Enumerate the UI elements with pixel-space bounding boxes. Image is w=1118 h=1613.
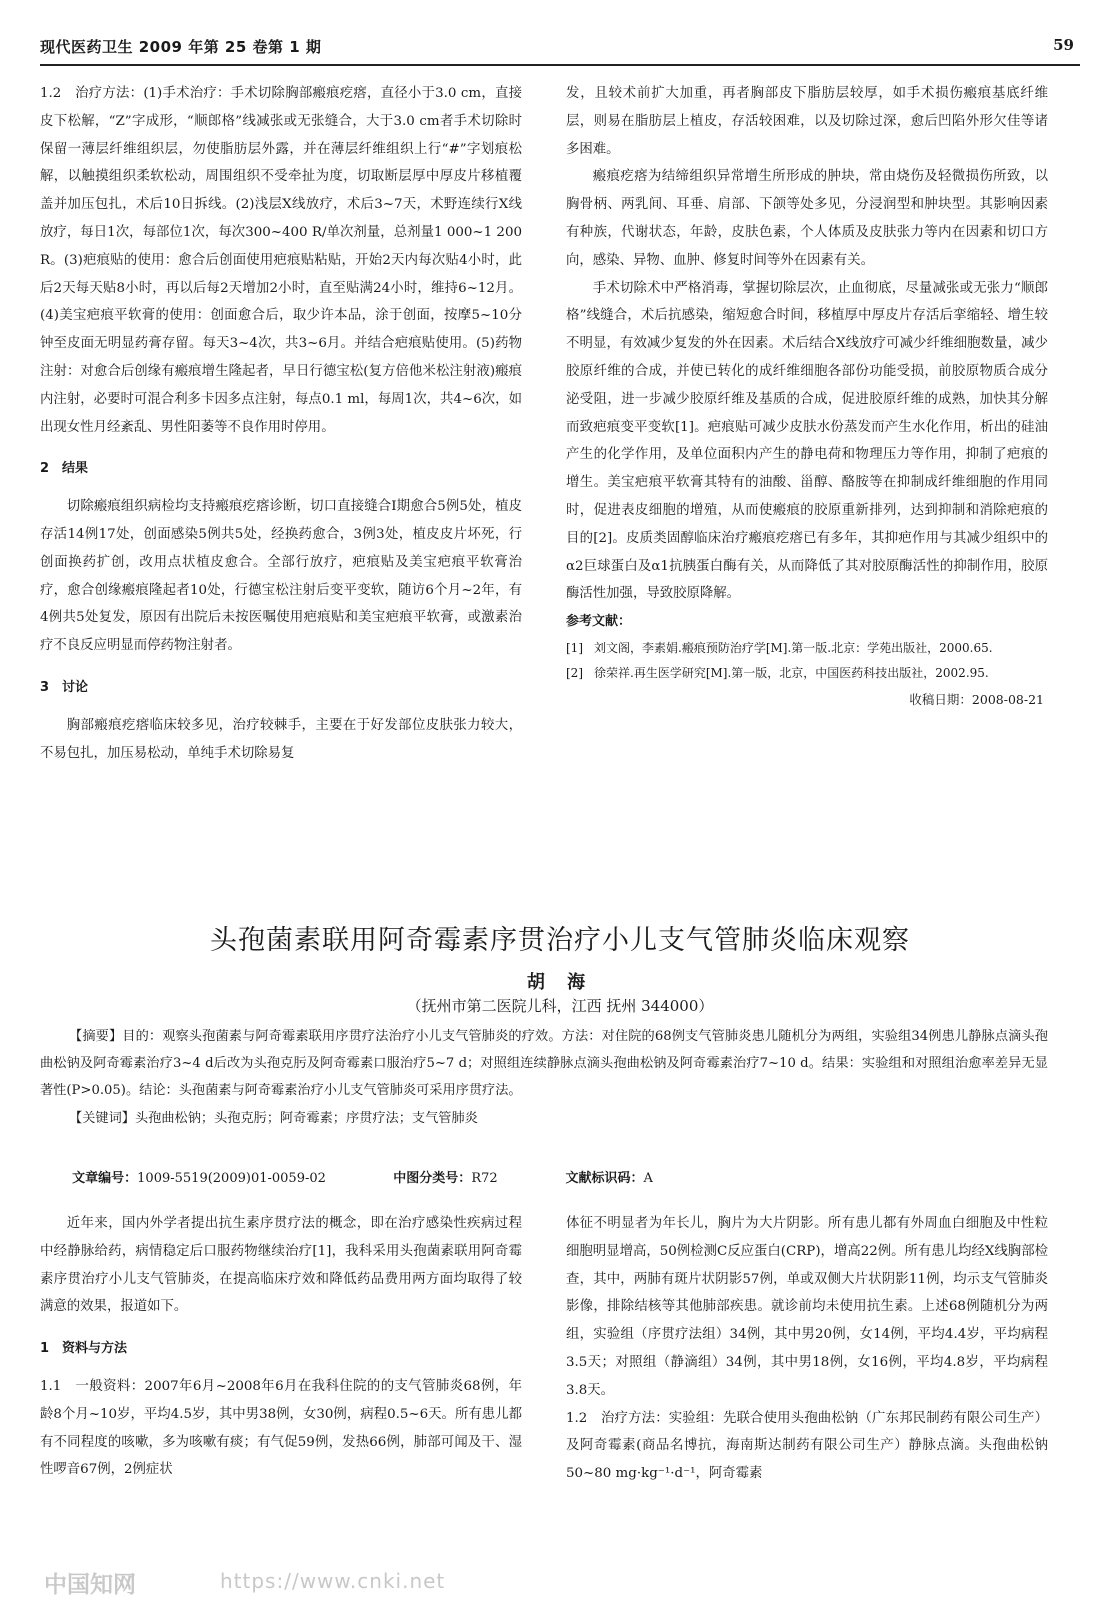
discussion-continued: 发，且较术前扩大加重，再者胸部皮下脂肪层较厚，如手术损伤瘢痕基底纤维层，则易在脂肪层上植皮，存活较困难，以及切除过深，愈后凹陷外形欠佳等诸多困难。 (566, 86, 1048, 157)
abstract-text: 【摘要】目的：观察头孢菌素与阿奇霉素联用序贯疗法治疗小儿支气管肺炎的疗效。方法：对住院的68例支气管肺炎患儿随机分为两组，实验组34例患儿静脉点滴头孢曲松钠及阿奇霉素治疗3~4 d后改为头孢克肟及阿奇霉素口服治疗5~7 d；对照组连续静脉点滴头孢曲松钠及阿奇霉素治疗7~10 d。结果：实验组和对照组治愈率差异无显著性(P>0.05)。结论：头孢菌素与阿奇霉素治疗小儿支气管肺炎可采用序贯疗法。 (40, 1029, 1048, 1099)
document-code-label: 文献标识码： (565, 1171, 644, 1186)
running-header (40, 36, 1080, 66)
author-affiliation: （抚州市第二医院儿科，江西 抚州 344000） (406, 997, 714, 1015)
reference-number: [1] (566, 640, 583, 655)
reference-item (566, 661, 1048, 686)
reference-text: 徐荣祥.再生医学研究[M].第一版，北京，中国医药科技出版社，2002.95. (594, 665, 989, 680)
treatment-methods-paragraph: 1.2 治疗方法：(1)手术治疗：手术切除胸部瘢痕疙瘩，直径小于3.0 cm，直接皮下松解，“Z”字成形，“顺郎格”线减张或无张缝合，大于3.0 cm者手术切除时保留一薄层纤维组织层，勿使脂肪层外露，并在薄层纤维组织上行“#”字划痕松解，以触摸组织柔软松动，周围组织不受牵扯为度，切取断层厚中厚皮片移植覆盖并加压包扎，术后10日拆线。(2)浅层X线放疗，术后3~7天，术野连续行X线放疗，每日1次，每部位1次，每次300~400 R/单次剂量，总剂量1 000~1 200 R。(3)疤痕贴的使用：愈合后创面使用疤痕贴粘贴，开始2天内每次贴4小时，此后2天每天贴8小时，再以后每2天增加2小时，直至贴满24小时，维持6~12月。(4)美宝疤痕平软膏的使用：创面愈合后，取少许本品，涂于创面，按摩5~10分钟至皮面无明显药膏存留。每天3~4次，共3~6月。并结合疤痕贴使用。(5)药物注射：对愈合后创缘有瘢痕增生隆起者，早日行德宝松(复方倍他米松注射液)瘢痕内注射，必要时可混合利多卡因多点注射，每点0.1 ml，每周1次，共4~6次，如出现女性月经紊乱、男性阳萎等不良作用时停用。 (40, 86, 522, 435)
article-number: 1009-5519(2009)01-0059-02 (137, 1171, 326, 1186)
reference-item (566, 636, 1048, 661)
references-heading: 参考文献： (566, 614, 632, 630)
received-date: 收稿日期：2008-08-21 (909, 691, 1044, 707)
cnki-url: https://www.cnki.net (220, 1569, 446, 1593)
prev-article-left-column (40, 80, 522, 767)
introduction-paragraph: 近年来，国内外学者提出抗生素序贯疗法的概念，即在治疗感染性疾病过程中经静脉给药，病情稳定后口服药物继续治疗[1]，我科采用头孢菌素联用阿奇霉素序贯治疗小儿支气管肺炎，在提高临床疗效和降低药品费用两方面均取得了较满意的效果，报道如下。 (40, 1216, 522, 1315)
article-number-label: 文章编号： (72, 1171, 138, 1186)
general-data-paragraph: 1.1 一般资料：2007年6月~2008年6月在我科住院的的支气管肺炎68例，年龄8个月~10岁，平均4.5岁，其中男38例，女30例，病程0.5~6天。所有患儿都有不同程度的咳嗽，多为咳嗽有痰；有气促59例，发热66例，肺部可闻及干、湿性啰音67例，2例症状 (40, 1378, 522, 1478)
discussion-paragraph: 胸部瘢痕疙瘩临床较多见，治疗较棘手，主要在于好发部位皮肤张力较大，不易包扎，加压易松动，单纯手术切除易复 (40, 717, 522, 761)
keywords-text: 【关键词】头孢曲松钠；头孢克肟；阿奇霉素；序贯疗法；支气管肺炎 (69, 1110, 478, 1126)
discussion-heading: 3 讨论 (40, 679, 89, 695)
cnki-watermark (44, 1566, 604, 1602)
clc-label: 中图分类号： (393, 1171, 472, 1186)
page-number: 59 (1053, 36, 1074, 54)
results-paragraph: 切除瘢痕组织病检均支持瘢痕疙瘩诊断，切口直接缝合Ⅰ期愈合5例5处，植皮存活14例17处，创面感染5例共5处，经换药愈合，3例3处，植皮皮片坏死，行创面换药扩创，改用点状植皮愈合。全部行放疗，疤痕贴及美宝疤痕平软膏治疗，愈合创缘瘢痕隆起者10处，行德宝松注射后变平变软，随访6个月~2年，有4例共5处复发，原因有出院后未按医嘱使用疤痕贴和美宝疤痕平软膏，或激素治疗不良反应明显而停药物注射者。 (40, 499, 522, 654)
cnki-logo: 中国知网 (44, 1572, 136, 1598)
article-right-column (566, 1210, 1048, 1488)
document-code: A (643, 1171, 653, 1186)
reference-text: 刘文阁，李素娟.瘢痕预防治疗学[M].第一版.北京：学苑出版社，2000.65. (594, 640, 993, 655)
journal-title: 现代医药卫生 2009 年第 25 卷第 1 期 (40, 38, 322, 56)
article-title: 头孢菌素联用阿奇霉素序贯治疗小儿支气管肺炎临床观察 (210, 925, 910, 956)
reference-number: [2] (566, 665, 583, 680)
clc-number: R72 (471, 1171, 498, 1186)
prev-article-right-column (566, 80, 1048, 714)
abstract-block (40, 1023, 1048, 1132)
treatment-methods-paragraph: 1.2 治疗方法：实验组：先联合使用头孢曲松钠（广东邦民制药有限公司生产）及阿奇霉素(商品名博抗，海南斯达制药有限公司生产）静脉点滴。头孢曲松钠50~80 mg·kg⁻¹·d⁻¹，阿奇霉素 (566, 1410, 1048, 1482)
discussion-paragraph-3: 手术切除术中严格消毒，掌握切除层次，止血彻底，尽量减张或无张力“顺郎格”线缝合，术后抗感染，缩短愈合时间，移植厚中厚皮片存活后挛缩轻、增生较不明显，有效减少复发的外在因素。术后结合X线放疗可减少纤维细胞数量，减少胶原纤维的合成，并使已转化的成纤维细胞各部份功能受损，前胶原物质合成分泌受阻，进一步减少胶原纤维及基质的合成，促进胶原纤维的成熟，加快其分解而致疤痕变平变软[1]。疤痕贴可减少皮肤水份蒸发而产生水化作用，析出的硅油产生的化学作用，及单位面积内产生的静电荷和物理压力等作用，抑制了疤痕的增生。美宝疤痕平软膏其特有的油酸、甾醇、酪胺等在抑制成纤维细胞的作用同时，促进表皮细胞的增殖，从而使瘢痕的胶原重新排列，达到抑制和消除疤痕的目的[2]。皮质类固醇临床治疗瘢痕疙瘩已有多年，其抑疤作用与其减少组织中的α2巨球蛋白及α1抗胰蛋白酶有关，从而降低了其对胶原酶活性的抑制作用，胶原酶活性加强，导致胶原降解。 (566, 280, 1048, 602)
results-heading: 2 结果 (40, 461, 89, 477)
article-author: 胡 海 (526, 972, 594, 993)
general-data-continued: 体征不明显者为年长儿，胸片为大片阴影。所有患儿都有外周血白细胞及中性粒细胞明显增高，50例检测C反应蛋白(CRP)，增高22例。所有患儿均经X线胸部检查，其中，两肺有斑片状阴影57例，单或双侧大片状阴影11例，均示支气管肺炎影像，排除结核等其他肺部疾患。就诊前均未使用抗生素。上述68例随机分为两组，实验组（序贯疗法组）34例，其中男20例，女14例，平均4.4岁，平均病程3.5天；对照组（静滴组）34例，其中男18例，女16例，平均4.8岁，平均病程3.8天。 (566, 1216, 1048, 1398)
article-left-column (40, 1210, 522, 1484)
materials-methods-heading: 1 资料与方法 (40, 1341, 128, 1357)
article-metadata (40, 1167, 1048, 1186)
discussion-paragraph-2: 瘢痕疙瘩为结缔组织异常增生所形成的肿块，常由烧伤及轻微损伤所致，以胸骨柄、两乳间、耳垂、肩部、下颌等处多见，分浸润型和肿块型。其影响因素有种族，代谢状态，年龄，皮肤色素，个人体质及皮肤张力等内在因素和切口方向，感染、异物、血肿、修复时间等外在因素有关。 (566, 169, 1048, 268)
